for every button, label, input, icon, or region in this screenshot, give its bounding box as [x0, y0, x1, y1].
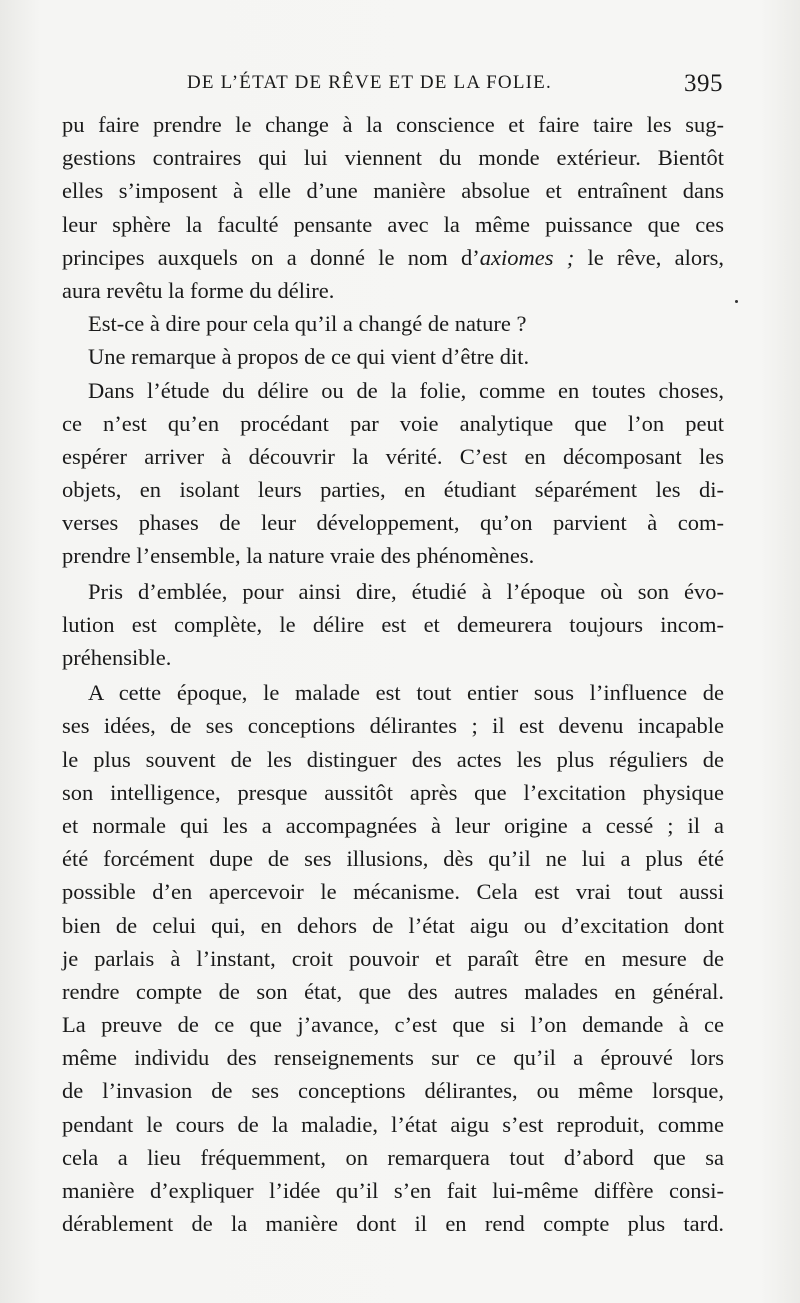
text-line: A cette époque, le malade est tout entier sous l’influence de	[88, 680, 724, 706]
text-line: bien de celui qui, en dehors de l’état aigu ou d’excitation dont	[62, 912, 724, 938]
text-line: leur sphère la faculté pensante avec la même puissance que ces	[62, 211, 724, 237]
text-line: de l’invasion de ses conceptions délirantes, ou même lorsque,	[62, 1078, 724, 1104]
text-line: le plus souvent de les distinguer des actes les plus réguliers de	[62, 746, 724, 772]
running-title: DE L’ÉTAT DE RÊVE ET DE LA FOLIE.	[187, 72, 552, 93]
text-line: Une remarque à propos de ce qui vient d’être dit.	[88, 344, 530, 370]
text-line: prendre l’ensemble, la nature vraie des phénomènes.	[62, 543, 535, 569]
text-line: Pris d’emblée, pour ainsi dire, étudié à l’époque où son évo-	[88, 578, 724, 604]
text-line: espérer arriver à découvrir la vérité. C’est en décomposant les	[62, 443, 724, 469]
text-line: cela a lieu fréquemment, on remarquera tout d’abord que sa	[62, 1144, 724, 1170]
text-line: ce n’est qu’en procédant par voie analytique que l’on peut	[62, 410, 724, 436]
text-line: et normale qui les a accompagnées à leur origine a cessé ; il a	[62, 812, 724, 838]
text-line: pendant le cours de la maladie, l’état aigu s’est reproduit, comme	[62, 1111, 724, 1137]
text-line	[62, 241, 724, 274]
text-line: elles s’imposent à elle d’une manière absolue et entraînent dans	[62, 178, 724, 204]
text-line: possible d’en apercevoir le mécanisme. Cela est vrai tout aussi	[62, 879, 724, 905]
text-line: même individu des renseignements sur ce qu’il a éprouvé lors	[62, 1045, 724, 1071]
text-line: été forcément dupe de ses illusions, dès qu’il ne lui a plus été	[62, 846, 724, 872]
text-line: lution est complète, le délire est et demeurera toujours incom-	[62, 611, 724, 637]
text-line: je parlais à l’instant, croit pouvoir et paraît être en mesure de	[62, 945, 724, 971]
text-segment: le rêve, alors,	[574, 244, 724, 270]
text-line: Est-ce à dire pour cela qu’il a changé de nature ?	[88, 311, 527, 337]
page-header	[65, 70, 723, 104]
text-line: préhensible.	[62, 645, 172, 670]
text-line: aura revêtu la forme du délire.	[62, 277, 335, 303]
text-line: verses phases de leur développement, qu’on parvient à com-	[62, 510, 724, 536]
ink-speck	[735, 300, 738, 303]
text-line: dérablement de la manière dont il en rend compte plus tard.	[62, 1211, 724, 1237]
text-line: Dans l’étude du délire ou de la folie, comme en toutes choses,	[88, 377, 724, 403]
text-line: son intelligence, presque aussitôt après que l’excitation physique	[62, 779, 724, 805]
text-line: ses idées, de ses conceptions délirantes ; il est devenu incapable	[62, 713, 724, 739]
page-body	[62, 108, 724, 1240]
text-line: rendre compte de son état, que des autres malades en général.	[62, 978, 724, 1004]
text-line: gestions contraires qui lui viennent du monde extérieur. Bientôt	[62, 145, 724, 171]
page-number: 395	[684, 70, 723, 97]
text-segment: principes auxquels on a donné le nom d’	[62, 244, 480, 270]
text-line: manière d’expliquer l’idée qu’il s’en fait lui-même diffère consi-	[62, 1178, 724, 1203]
italic-term: axiomes ;	[479, 244, 575, 270]
text-line: pu faire prendre le change à la conscience et faire taire les sug-	[62, 112, 724, 137]
text-line: objets, en isolant leurs parties, en étudiant séparément les di-	[62, 477, 724, 503]
text-line: La preuve de ce que j’avance, c’est que si l’on demande à ce	[62, 1012, 724, 1038]
